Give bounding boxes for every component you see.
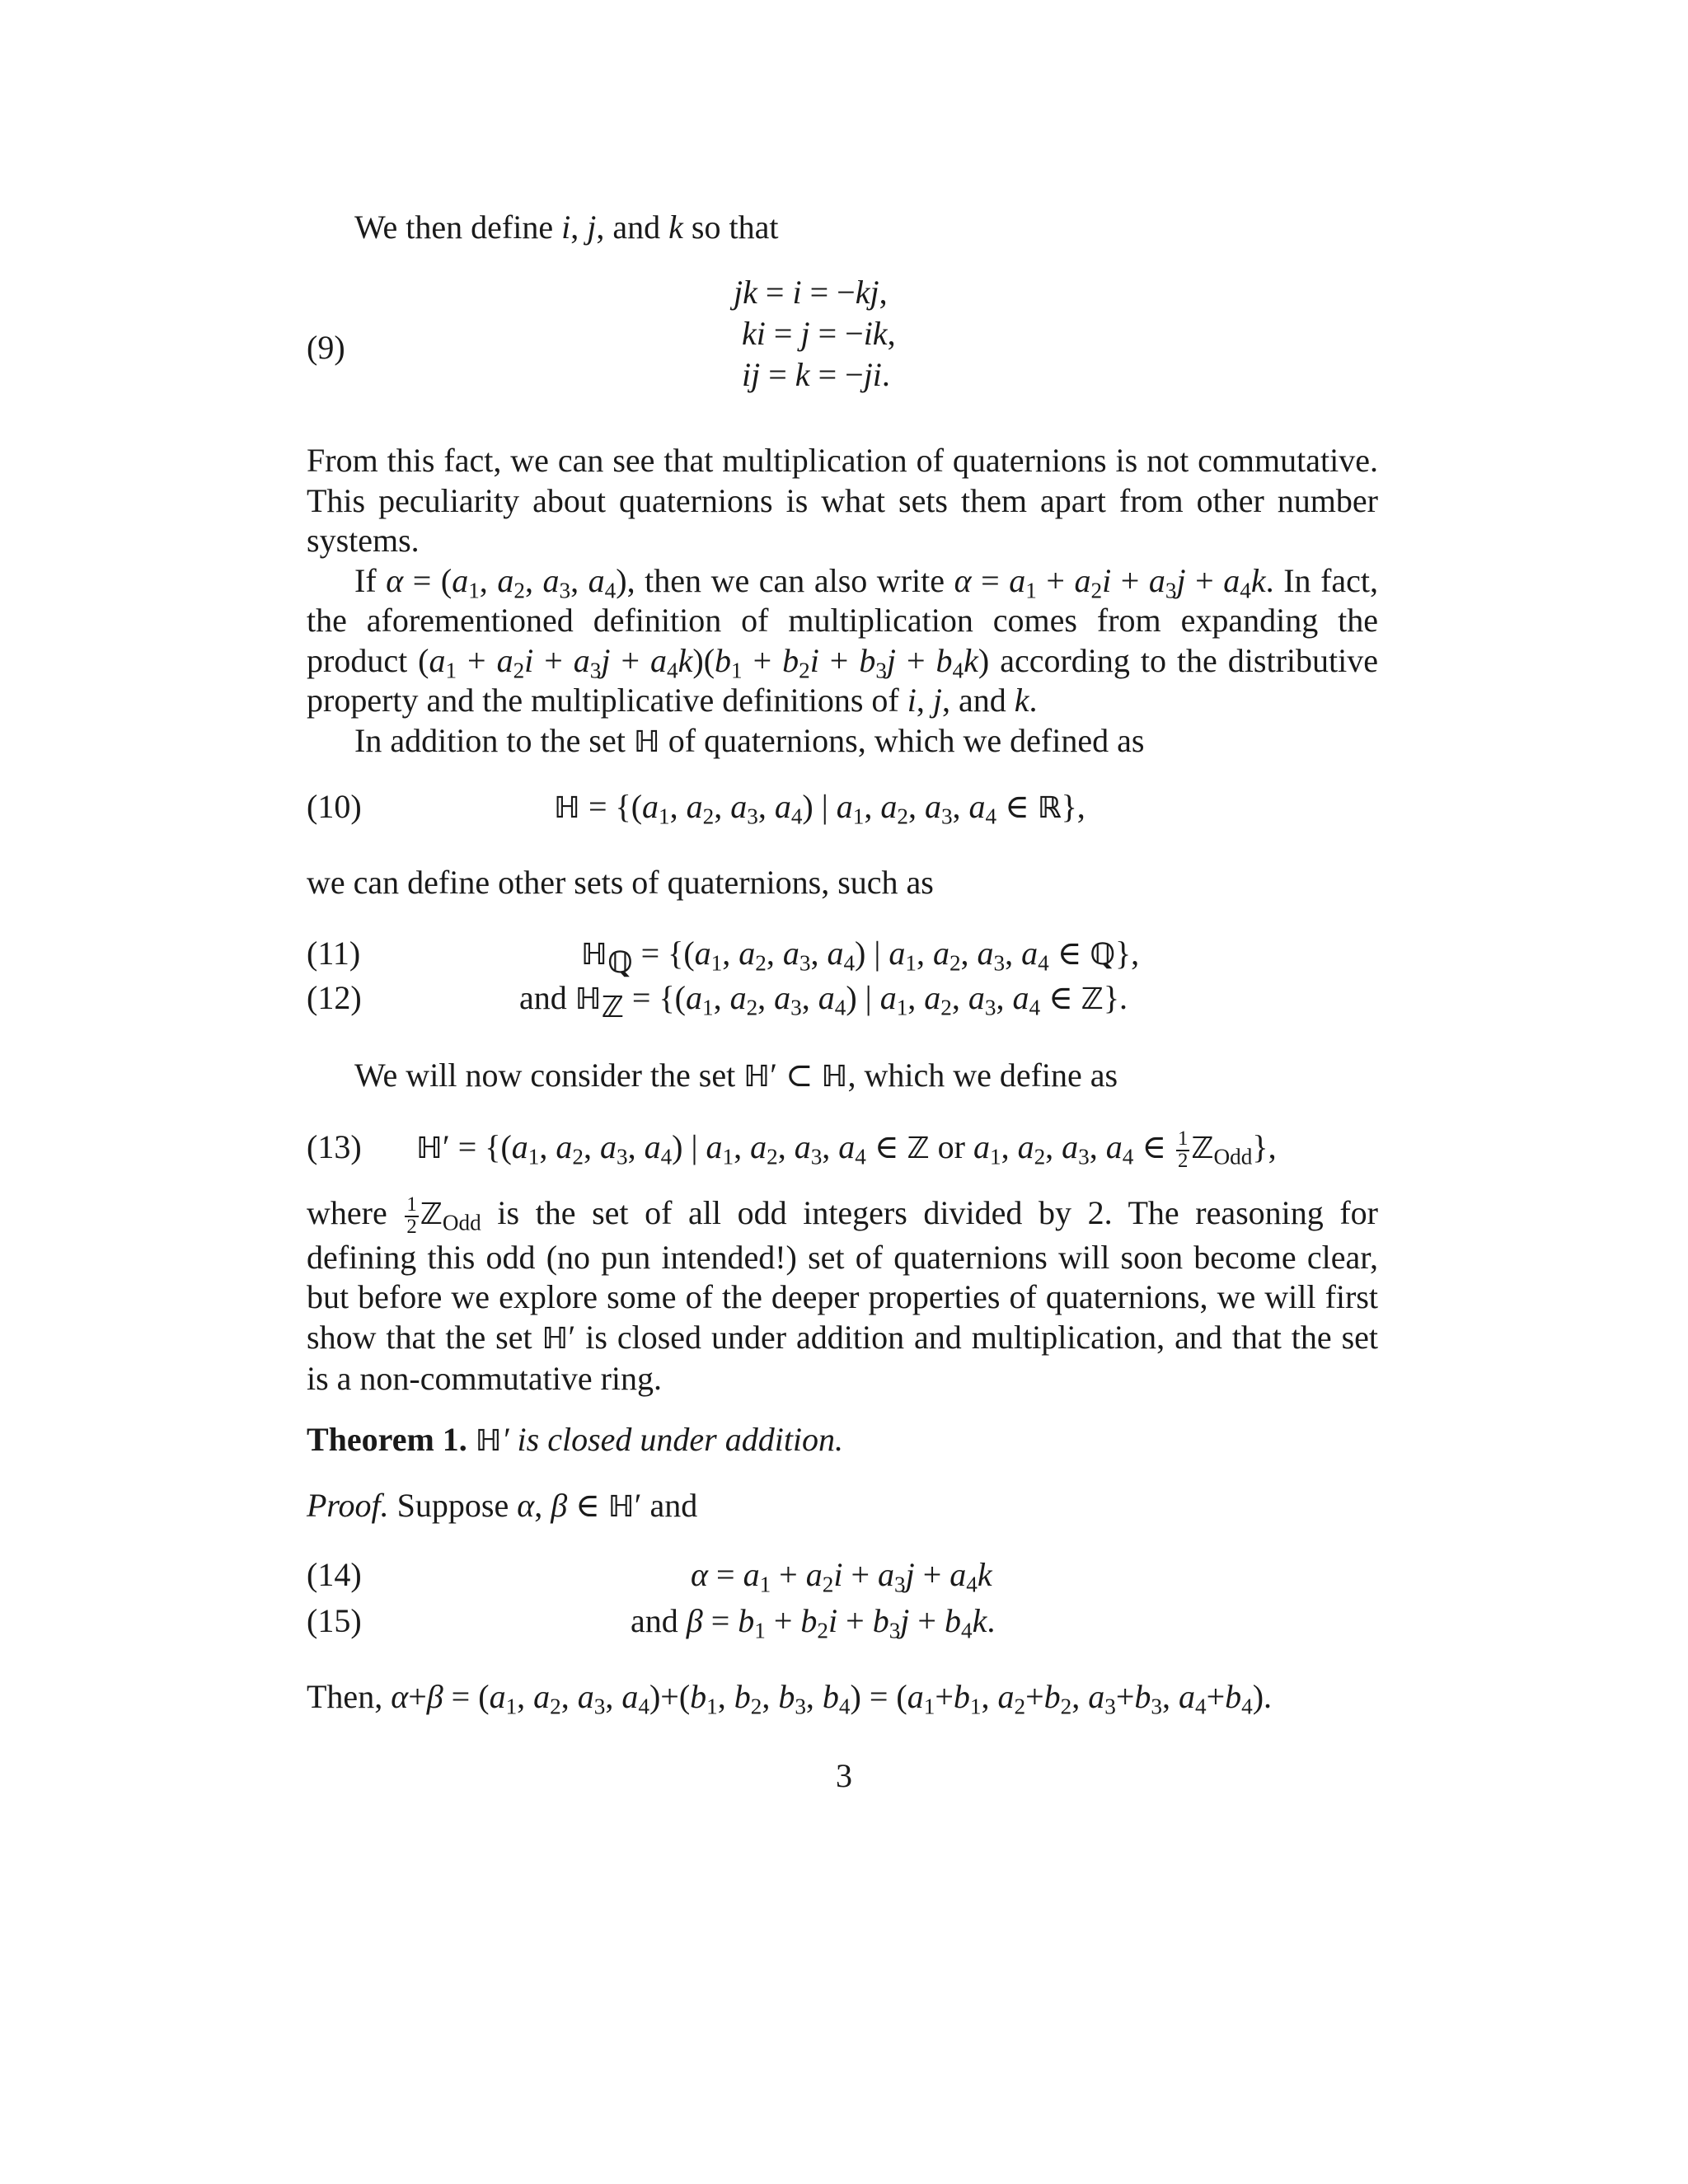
equation-9-line-2: ki = j = −ik,	[742, 315, 896, 352]
equation-number-10: (10)	[307, 788, 362, 825]
paragraph-expansion: If $\alpha = (a_1$, $a_2$, $a_3$, $a_4$), then we can also write $\alpha = a_1 + a_2i + a_3j + a_4k$. In fact, the aforementioned definition of multiplication comes from expanding the product $(a_1 + a_2i + a_3j + a_4k)(b_1 + b_2i + b_3j + b_4k)$ according to the distributive property and the multiplicative definitions of i, j, and k.	[307, 561, 1379, 719]
paragraph-set-hprime: We will now consider the set ℍ′ ⊂ ℍ, which we define as	[354, 1057, 1118, 1094]
equation-9-line-1: jk = i = −kj,	[734, 274, 888, 311]
equation-number-11: (11)	[307, 935, 361, 972]
paragraph-set-h: In addition to the set ℍ of quaternions, which we defined as	[354, 721, 1145, 759]
equation-9-line-3: ij = k = −ji.	[742, 356, 890, 393]
equation-14: $\alpha = a_1 + a_2i + a_3j + a_4k$	[691, 1556, 992, 1597]
equation-15: and $\beta = b_1 + b_2i + b_3j + b_4k$.	[631, 1602, 996, 1643]
equation-10: ℍ = {($a_1$, $a_2$, $a_3$, $a_4$) | $a_1$, $a_2$, $a_3$, $a_4$ ∈ ℝ},	[554, 788, 1085, 829]
intro-paragraph: We then define i, j, and k so that	[354, 209, 779, 246]
equation-number-15: (15)	[307, 1602, 362, 1639]
paragraph-other-sets: we can define other sets of quaternions, such as	[307, 864, 934, 901]
equation-11: ℍ$_ℚ$ = {($a_1$, $a_2$, $a_3$, $a_4$) | $a_1$, $a_2$, $a_3$, $a_4$ ∈ ℚ},	[581, 935, 1140, 981]
equation-13: ℍ′ = {($a_1$, $a_2$, $a_3$, $a_4$) | $a_1$, $a_2$, $a_3$, $a_4$ ∈ ℤ or $a_1$, $a_2$, $a_3$, $a_4$ ∈ $\frac{1}{2}$ ℤ$_{Odd}$},	[416, 1127, 1277, 1172]
paragraph-odd-set: where $\frac{1}{2}$ ℤ$_{Odd}$ is the set of all odd integers divided by 2. The reasoning for defining this odd (no pun intended!) set of quaternions will soon become clear, but before we explore some of the deeper properties of quaternions, we will first show that the set ℍ′ is closed under addition and multiplication, and that the set is a non-commutative ring.	[307, 1193, 1379, 1398]
equation-number-13: (13)	[307, 1128, 362, 1165]
equation-9	[734, 272, 896, 396]
equation-number-12: (12)	[307, 979, 362, 1016]
equation-number-9: (9)	[307, 329, 345, 366]
proof-start: Proof. Suppose α, β ∈ ℍ′ and	[307, 1487, 698, 1524]
paragraph-sum: Then, $\alpha+\beta = (a_1$, $a_2$, $a_3$, $a_4)+(b_1$, $b_2$, $b_3$, $b_4) = (a_1+b_1$, $a_2+b_2$, $a_3+b_3$, $a_4+b_4$).	[307, 1678, 1273, 1719]
theorem-label: Theorem 1.	[307, 1421, 467, 1458]
page-number: 3	[836, 1757, 852, 1794]
paragraph-noncommutative: From this fact, we can see that multiplication of quaternions is not commutative. This peculiarity about quaternions is what sets them apart from other number systems.	[307, 442, 1378, 559]
theorem-1: Theorem 1. ℍ′ is closed under addition.	[307, 1421, 844, 1458]
equation-number-14: (14)	[307, 1556, 362, 1593]
equation-12: and ℍ$_ℤ$ = {($a_1$, $a_2$, $a_3$, $a_4$) | $a_1$, $a_2$, $a_3$, $a_4$ ∈ ℤ}.	[519, 979, 1128, 1025]
proof-label: Proof.	[307, 1487, 389, 1524]
body-paragraphs-1	[307, 441, 1378, 762]
